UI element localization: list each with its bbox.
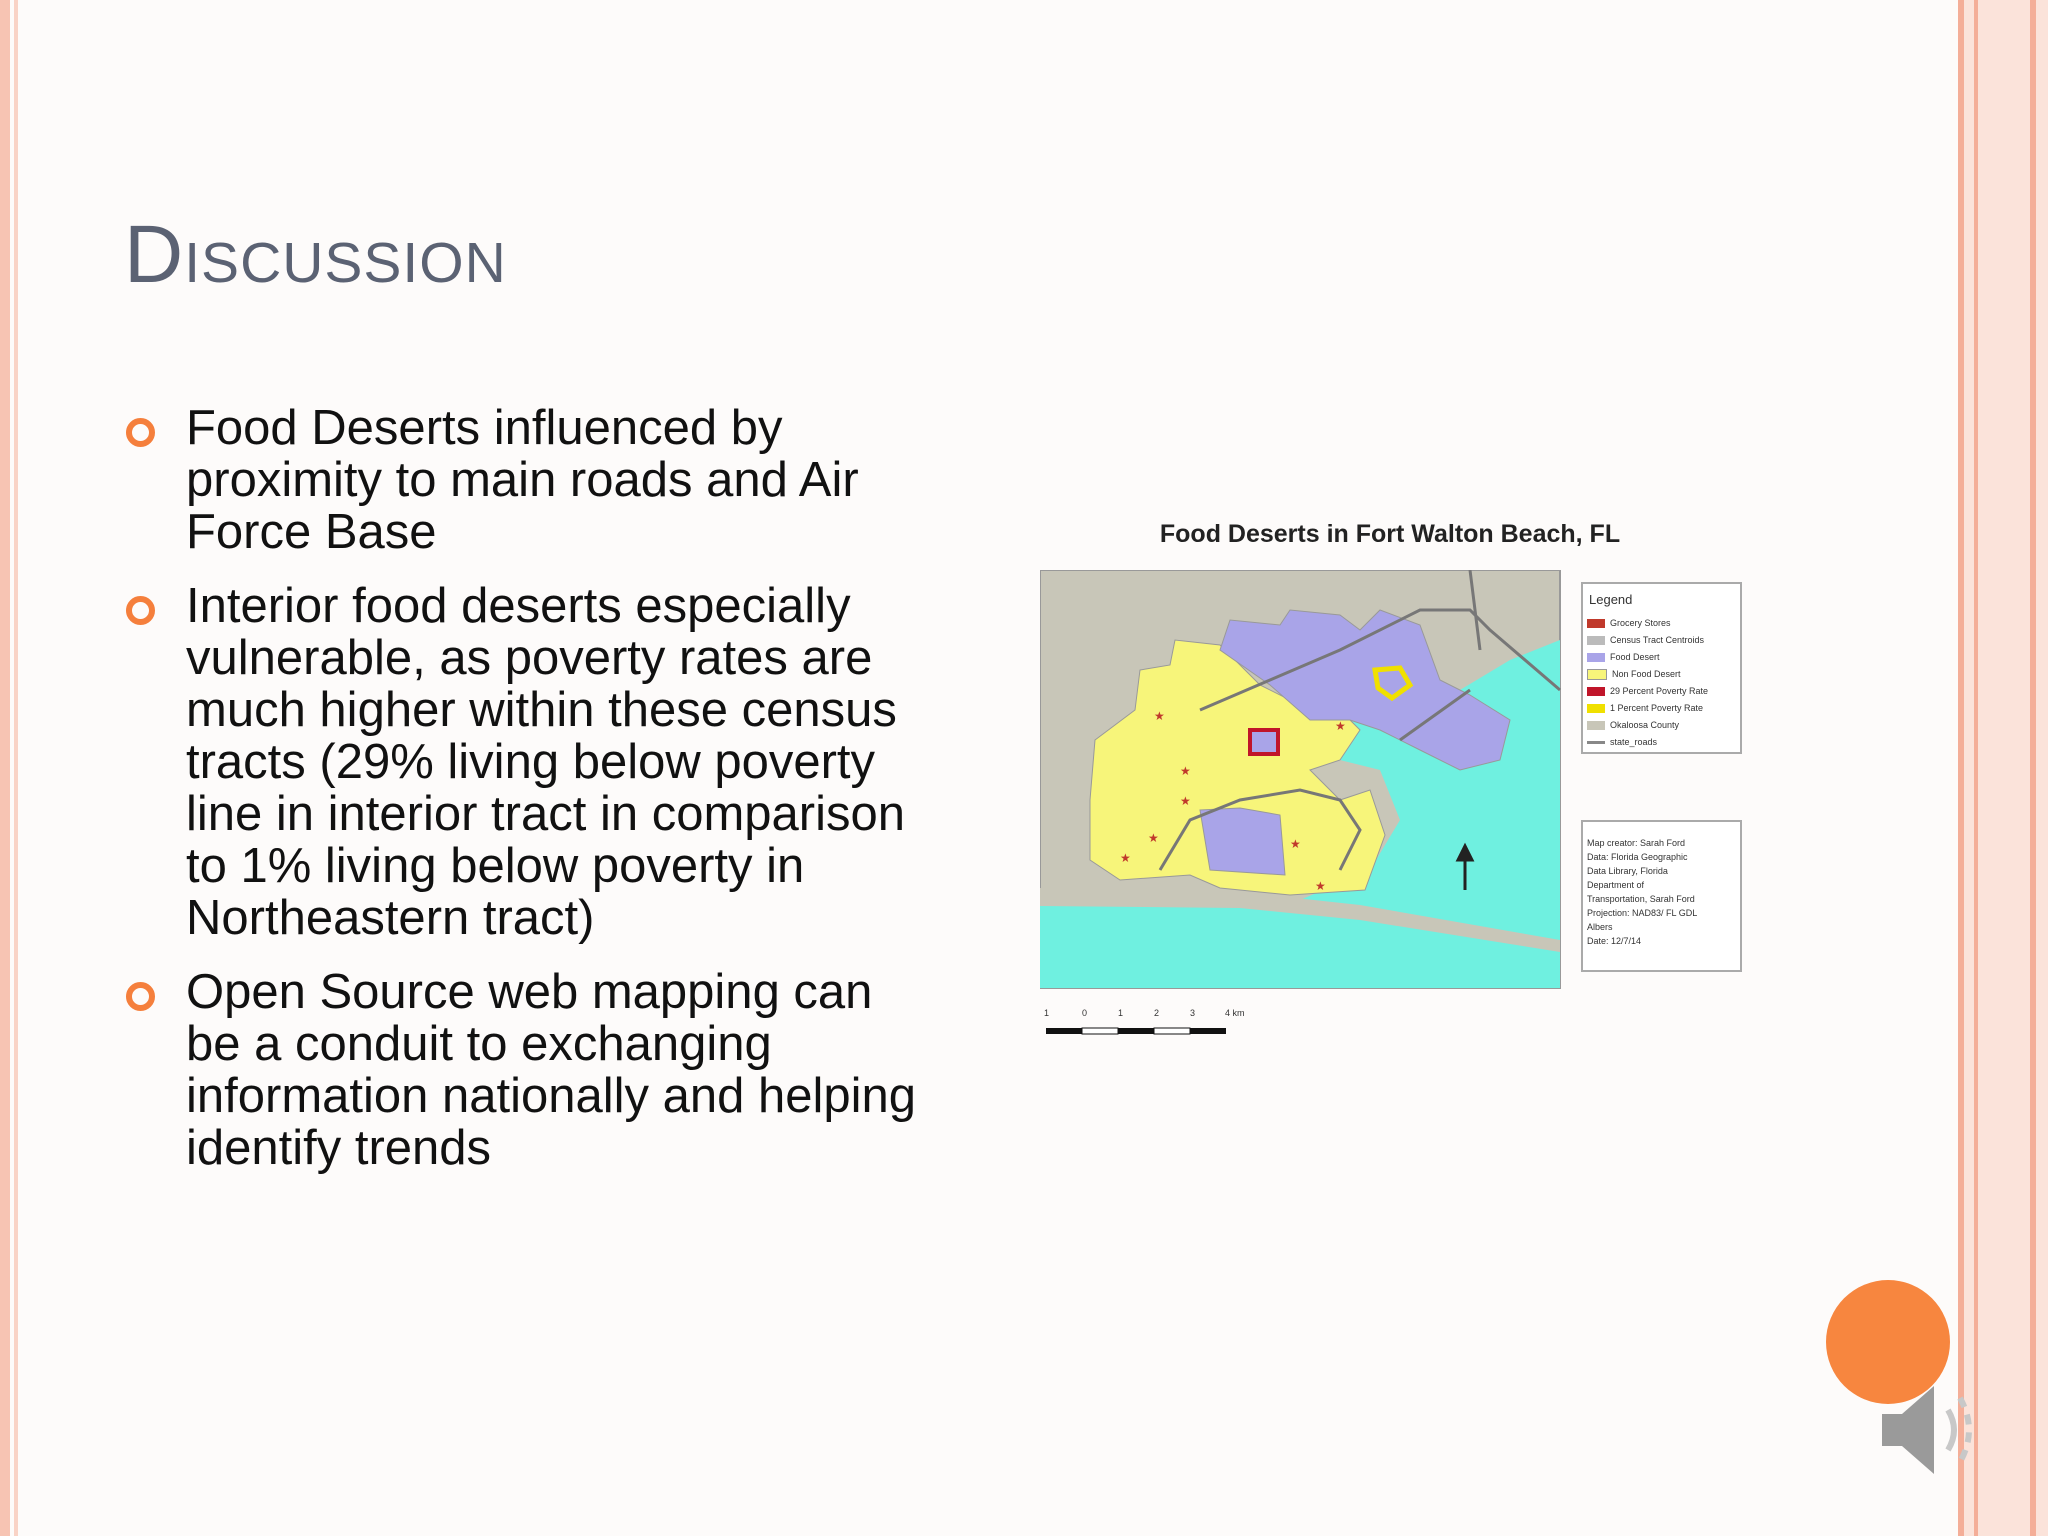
svg-text:★: ★ bbox=[1290, 837, 1301, 851]
scale-label: 2 bbox=[1154, 1008, 1160, 1018]
legend-label: Grocery Stores bbox=[1610, 618, 1671, 628]
legend-item bbox=[1587, 720, 1679, 730]
info-line: Transportation, Sarah Ford bbox=[1587, 894, 1695, 904]
scale-label: 0 bbox=[1082, 1008, 1088, 1018]
bullet-circle-icon bbox=[126, 596, 155, 625]
info-line: Data: Florida Geographic bbox=[1587, 852, 1688, 862]
legend-label: Census Tract Centroids bbox=[1610, 635, 1705, 645]
bullet-list bbox=[124, 402, 924, 1196]
bullet-item bbox=[124, 402, 924, 558]
info-line: Date: 12/7/14 bbox=[1587, 936, 1642, 946]
svg-text:★: ★ bbox=[1180, 764, 1191, 778]
legend-item bbox=[1587, 618, 1671, 628]
legend-swatch bbox=[1587, 619, 1605, 628]
right-border-line bbox=[2030, 0, 2036, 1536]
bullet-text: Food Deserts influenced by proximity to main roads and Air Force Base bbox=[186, 401, 859, 559]
legend-swatch bbox=[1587, 741, 1605, 744]
scale-label: 3 bbox=[1190, 1008, 1196, 1018]
scale-bar bbox=[1046, 1026, 1236, 1038]
legend-title: Legend bbox=[1589, 592, 1633, 607]
map-figure bbox=[1040, 520, 1760, 1040]
right-border-line bbox=[1974, 0, 1978, 1536]
bullet-circle-icon bbox=[126, 982, 155, 1011]
slide-title: Discussion bbox=[124, 209, 507, 300]
legend-item bbox=[1587, 669, 1681, 680]
legend-swatch bbox=[1587, 704, 1605, 713]
scale-label: 1 bbox=[1044, 1008, 1050, 1018]
legend-item bbox=[1587, 635, 1704, 645]
legend-swatch bbox=[1587, 687, 1605, 696]
legend-swatch bbox=[1587, 721, 1605, 730]
legend-item bbox=[1587, 703, 1703, 713]
left-border-stripe-inner bbox=[14, 0, 18, 1536]
legend-label: 29 Percent Poverty Rate bbox=[1610, 686, 1709, 696]
bullet-text: Interior food deserts especially vulnerable, as poverty rates are much higher within these census tracts (29% living below poverty line in interior tract in comparison to 1% living below poverty in Northeastern tract) bbox=[186, 579, 905, 945]
svg-text:★: ★ bbox=[1148, 831, 1159, 845]
info-line: Projection: NAD83/ FL GDL bbox=[1587, 908, 1698, 918]
legend-label: state_roads bbox=[1610, 737, 1658, 747]
scale-label: 4 km bbox=[1225, 1008, 1245, 1018]
bullet-item bbox=[124, 580, 924, 944]
svg-text:★: ★ bbox=[1120, 851, 1131, 865]
map-info-box bbox=[1581, 820, 1742, 972]
bullet-text: Open Source web mapping can be a conduit to exchanging information nationally and helping identify trends bbox=[186, 965, 917, 1175]
legend-label: Okaloosa County bbox=[1610, 720, 1680, 730]
svg-text:★: ★ bbox=[1154, 709, 1165, 723]
legend-label: Non Food Desert bbox=[1612, 669, 1681, 679]
legend-label: Food Desert bbox=[1610, 652, 1660, 662]
left-border-stripe bbox=[0, 0, 10, 1536]
svg-text:★: ★ bbox=[1180, 794, 1191, 808]
legend-item bbox=[1587, 737, 1657, 747]
legend-item bbox=[1587, 652, 1660, 662]
map-legend bbox=[1581, 582, 1742, 754]
food-desert-map bbox=[1040, 570, 1564, 990]
legend-swatch bbox=[1587, 653, 1605, 662]
bullet-circle-icon bbox=[126, 418, 155, 447]
info-line: Department of bbox=[1587, 880, 1645, 890]
legend-swatch bbox=[1587, 669, 1607, 680]
info-line: Data Library, Florida bbox=[1587, 866, 1668, 876]
bullet-item bbox=[124, 966, 924, 1174]
legend-item bbox=[1587, 686, 1708, 696]
info-line: Map creator: Sarah Ford bbox=[1587, 838, 1686, 848]
svg-text:★: ★ bbox=[1335, 719, 1346, 733]
svg-text:★: ★ bbox=[1315, 879, 1326, 893]
map-title: Food Deserts in Fort Walton Beach, FL bbox=[1159, 520, 1621, 548]
scale-label: 1 bbox=[1118, 1008, 1124, 1018]
audio-speaker-icon[interactable] bbox=[1878, 1370, 1994, 1490]
legend-swatch bbox=[1587, 636, 1605, 645]
legend-label: 1 Percent Poverty Rate bbox=[1610, 703, 1704, 713]
info-line: Albers bbox=[1587, 922, 1613, 932]
right-border-line bbox=[1958, 0, 1964, 1536]
